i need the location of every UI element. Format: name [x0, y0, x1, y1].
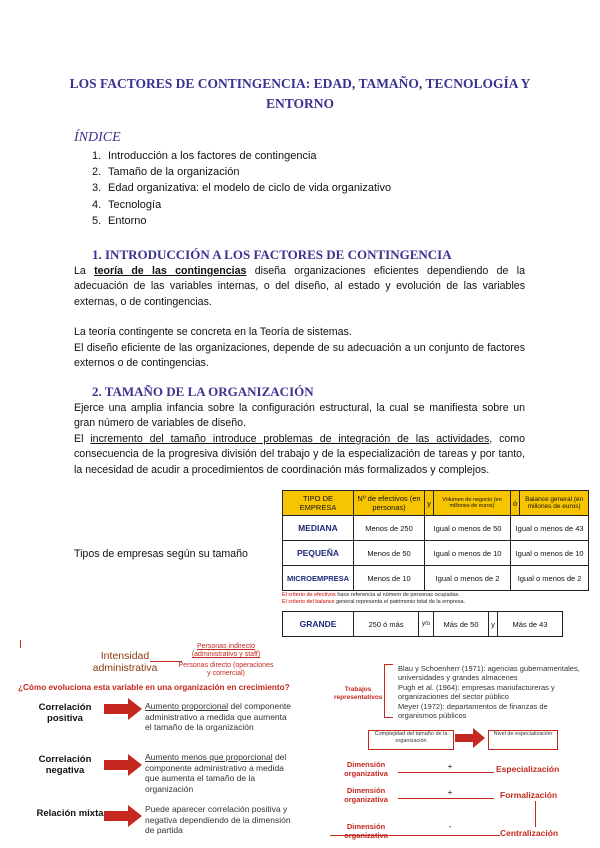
relation-sign: +: [447, 788, 453, 797]
dimension-label: Dimensión organizativa: [344, 760, 388, 778]
row-balance: Igual o menos de 43: [511, 516, 589, 541]
vertical-arrow: [535, 801, 536, 827]
section1-paragraph: La teoría de las contingencias diseña organizaciones eficientes dependiendo de la adecuación de las variables internas, o del diseño, al estado y evolución de las variables externas, o de contingencias.: [74, 265, 525, 308]
grande-andor: y/o: [419, 612, 434, 637]
complexity-box: Complejidad del tamaño de la organización: [368, 730, 454, 750]
negative-correlation-label: Correlación negativa: [38, 754, 92, 776]
row-staff: Menos de 10: [354, 566, 425, 591]
arrow-shaft: [455, 734, 475, 742]
dimension-label: Dimensión organizativa: [344, 786, 388, 804]
works-label: Trabajos representativos: [334, 686, 383, 701]
relation-arrow: [330, 835, 500, 836]
positive-correlation-text: Aumento proporcional del componente administrativo a medida que aumenta el tamaño de la organización: [145, 701, 292, 732]
arrow-shaft: [104, 704, 130, 714]
direct-staff: Personas directo (operaciones y comercial): [178, 662, 274, 677]
row-turnover: Igual o menos de 10: [425, 541, 511, 566]
section2-paragraph: El incremento del tamaño introduce problemas de integración de las actividades, como consecuencia de la progresiva división del trabajo y de la especialización de tareas y por tanto, la necesidad de acudir a procedimientos de coordinación más formalizados y complejos.: [74, 432, 525, 476]
section2-body: [74, 401, 525, 478]
header-staff: Nº de efectivos (en personas): [354, 491, 425, 516]
section1-paragraph: La teoría contingente se concreta en la Teoría de sistemas.: [74, 326, 352, 339]
centralization-label: Centralización: [500, 828, 559, 838]
row-type: MICROEMPRESA: [283, 566, 354, 591]
grande-staff: 250 ó más: [354, 612, 419, 637]
works-list: [398, 664, 588, 720]
dimension-label: Dimensión: [346, 822, 386, 831]
relation-arrow: [398, 772, 494, 773]
contingency-theory-link: teoría de las contingencias: [94, 265, 247, 277]
table-note: El criterio de efectivos hace referencia al número de personas ocupadas.: [282, 592, 460, 598]
work-item: Pugh et al. (1964): empresas manufactureras y organizaciones del sector público: [398, 682, 555, 702]
index-item: 3. Edad organizativa: el modelo de ciclo de vida organizativo: [92, 182, 392, 195]
row-staff: Menos de 250: [354, 516, 425, 541]
section1-body: [74, 264, 525, 371]
grande-row: [282, 611, 563, 637]
row-balance: Igual o menos de 2: [511, 566, 589, 591]
arrow-right-icon: [128, 805, 142, 827]
growth-question: ¿Cómo evoluciona esta variable en una organización en crecimiento?: [18, 683, 290, 692]
table-caption: Tipos de empresas según su tamaño: [74, 548, 248, 560]
arrow-right-icon: [473, 728, 485, 748]
index-item: 5. Entorno: [92, 214, 147, 227]
grande-turnover: Más de 50: [434, 612, 489, 637]
arrow-right-icon: [128, 698, 142, 720]
admin-intensity-label: Intensidad administrativa: [92, 650, 158, 674]
grande-sep: y: [489, 612, 498, 637]
index-item: 4. Tecnología: [92, 198, 162, 211]
grande-type: GRANDE: [283, 612, 354, 637]
works-bracket: [384, 664, 393, 718]
section2-paragraph: Ejerce una amplia infancia sobre la configuración estructural, la cual se manifiesta sobre un gran número de variables de diseño.: [74, 402, 525, 430]
size-table: [282, 490, 589, 591]
mixed-relation-label: Relación mixta: [36, 808, 104, 819]
arrow-right-icon: [128, 754, 142, 776]
header-balance: Balance general (en millones de euros): [520, 491, 589, 516]
arrow-shaft: [104, 811, 130, 821]
row-turnover: Igual o menos de 50: [425, 516, 511, 541]
company-size-table: [282, 490, 589, 637]
row-type: PEQUEÑA: [283, 541, 354, 566]
relation-sign: +: [447, 762, 453, 771]
row-type: MEDIANA: [283, 516, 354, 541]
margin-mark: [20, 640, 21, 648]
grande-balance: Más de 43: [498, 612, 563, 637]
index-list: [92, 148, 391, 229]
header-type: TIPO DE EMPRESA: [283, 491, 354, 516]
index-item: 1. Introducción a los factores de contingencia: [92, 150, 317, 162]
formalization-label: Formalización: [500, 790, 558, 800]
section1-heading: 1. INTRODUCCIÓN A LOS FACTORES DE CONTINGENCIA: [92, 247, 452, 262]
header-turnover: Volumen de negocio (en millones de euros): [434, 491, 511, 516]
work-item: Meyer (1972): departamentos de finanzas de organismos públicos: [398, 701, 548, 721]
positive-correlation-label: Correlación positiva: [38, 702, 92, 724]
arrow-shaft: [104, 760, 130, 770]
document-title: LOS FACTORES DE CONTINGENCIA: EDAD, TAMAÑO, TECNOLOGÍA Y ENTORNO: [69, 76, 531, 111]
header-or: ó: [511, 491, 520, 516]
section2-heading: 2. TAMAÑO DE LA ORGANIZACIÓN: [92, 384, 314, 399]
header-and: y: [425, 491, 434, 516]
specialization-label: Especialización: [496, 764, 560, 774]
row-staff: Menos de 50: [354, 541, 425, 566]
row-balance: Igual o menos de 10: [511, 541, 589, 566]
relation-arrow: [398, 798, 494, 799]
work-item: Blau y Schoenherr (1971): agencias gubernamentales, universidades y grandes almacenes: [398, 664, 580, 683]
table-note: El criterio del balance general representa el patrimonio total de la empresa.: [282, 599, 466, 605]
mixed-relation-text: Puede aparecer correlación positiva y negativa dependiendo de la dimensión de partida: [145, 804, 291, 835]
relation-sign: -: [448, 822, 452, 831]
specialization-level-box: Nivel de especialización: [488, 730, 558, 750]
row-turnover: Igual o menos de 2: [425, 566, 511, 591]
section1-paragraph: El diseño eficiente de las organizaciones, depende de su adecuación a un conjunto de factores externos o de contingencias.: [74, 341, 525, 370]
index-item: 2. Tamaño de la organización: [92, 166, 240, 179]
indirect-staff: Personas indirecto (administrativo y staff): [191, 643, 261, 658]
index-heading: ÍNDICE: [74, 130, 121, 145]
negative-correlation-text: Aumento menos que proporcional del componente administrativo a medida que aumenta el tamaño de la organización: [145, 752, 287, 794]
